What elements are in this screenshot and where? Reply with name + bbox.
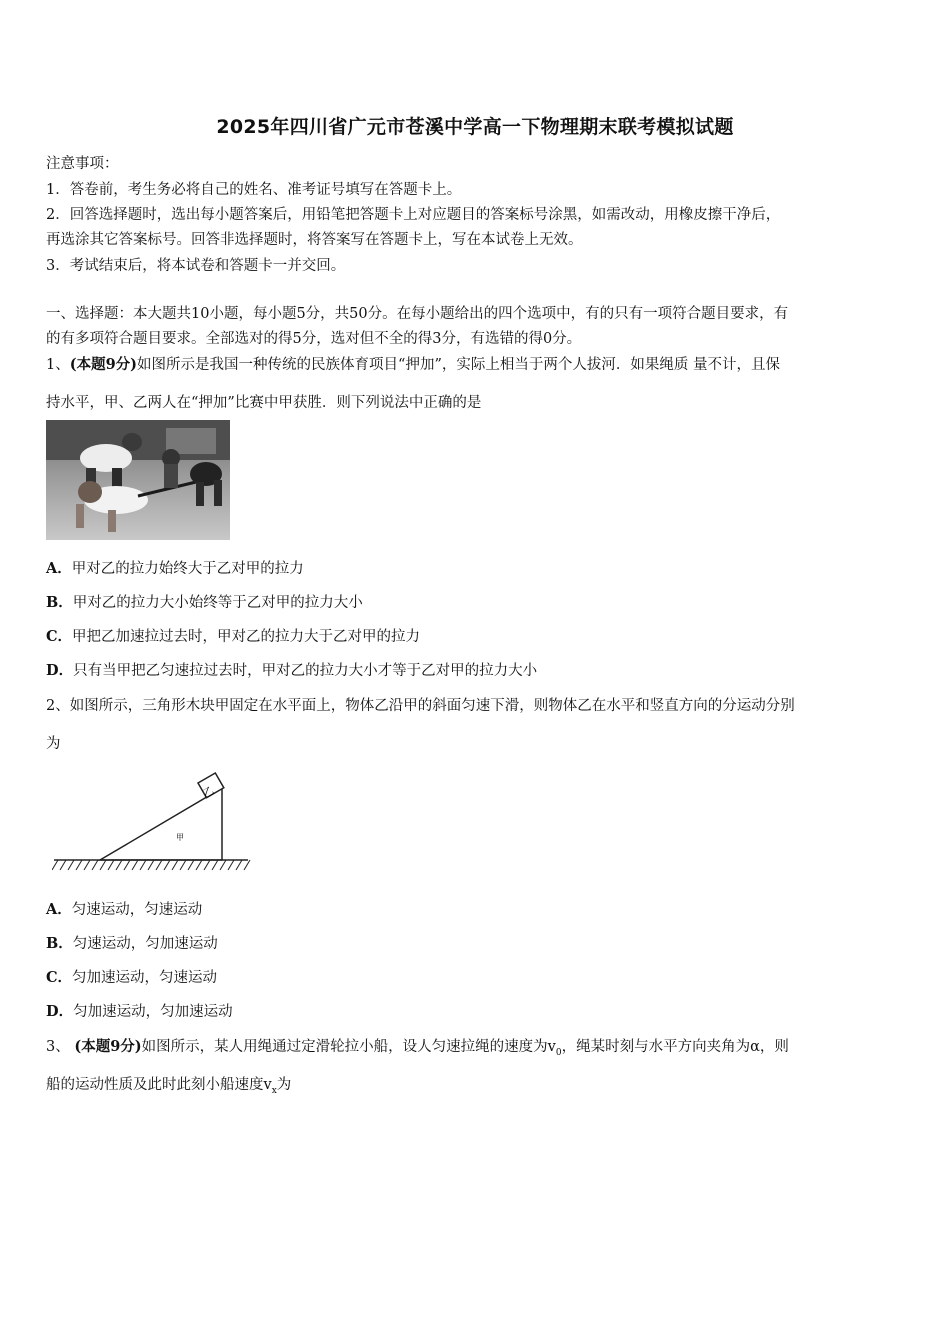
option-c — [46, 625, 420, 646]
option-letter: A． — [46, 560, 72, 577]
option-letter: C． — [46, 969, 73, 986]
subscript: 0 — [555, 1047, 562, 1058]
block-label: 乙 — [200, 784, 217, 801]
question-number: 3、 — [46, 1039, 75, 1055]
question-text: 为 — [276, 1077, 292, 1093]
notice-item: 2．回答选择题时，选出每小题答案后，用铅笔把答题卡上对应题目的答案标号涂黑，如需改动，用橡皮擦干净后， — [46, 207, 781, 223]
option-text: 匀加速运动，匀加速运动 — [73, 1004, 233, 1020]
option-c — [46, 966, 217, 987]
option-letter: D． — [46, 662, 74, 679]
option-b — [46, 932, 218, 953]
option-text: 匀速运动，匀加速运动 — [72, 936, 218, 952]
section-instructions: 的有多项符合题目要求。全部选对的得5分，选对但不全的得3分，有选错的得0分。 — [46, 331, 582, 347]
question-text: 如图所示是我国一种传统的民族体育项目“押加”，实际上相当于两个人拔河．如果绳质 量不计，且保 — [137, 357, 780, 373]
question-2-stem: 2、如图所示，三角形木块甲固定在水平面上，物体乙沿甲的斜面匀速下滑，则物体乙在水平和竖直方向的分运动分别 — [46, 698, 795, 714]
question-text: ，绳某时刻与水平方向夹角为α，则 — [561, 1039, 789, 1055]
option-text: 匀速运动，匀速运动 — [71, 902, 203, 918]
question-1-stem-cont: 持水平，甲、乙两人在“押加”比赛中甲获胜．则下列说法中正确的是 — [46, 395, 482, 411]
question-score: (本题9分) — [69, 356, 138, 373]
question-3-stem-cont — [46, 1073, 908, 1096]
option-text: 甲对乙的拉力始终大于乙对甲的拉力 — [71, 561, 304, 577]
incline-diagram — [52, 770, 252, 874]
section-instructions: 一、选择题：本大题共10小题，每小题5分，共50分。在每小题给出的四个选项中，有的只有一项符合题目要求，有 — [46, 306, 789, 322]
question-text: 如图所示，某人用绳通过定滑轮拉小船，设人匀速拉绳的速度为v — [141, 1039, 556, 1055]
option-text: 只有当甲把乙匀速拉过去时，甲对乙的拉力大小才等于乙对甲的拉力大小 — [73, 663, 538, 679]
notice-item: 再选涂其它答案标号。回答非选择题时，将答案写在答题卡上，写在本试卷上无效。 — [46, 232, 583, 248]
question-score: (本题9分) — [74, 1038, 142, 1055]
question-1-stem — [46, 353, 908, 374]
notice-heading: 注意事项： — [46, 156, 119, 172]
option-text: 匀加速运动，匀速运动 — [72, 970, 218, 986]
tug-of-war-photo — [46, 420, 230, 540]
question-3-stem — [46, 1035, 908, 1058]
option-text: 甲对乙的拉力大小始终等于乙对甲的拉力大小 — [72, 595, 363, 611]
option-letter: B． — [46, 594, 73, 611]
wedge-label: 甲 — [176, 833, 184, 842]
page-title: 2025年四川省广元市苍溪中学高一下物理期末联考模拟试题 — [216, 116, 734, 138]
option-letter: B． — [46, 935, 73, 952]
option-letter: D． — [46, 1003, 74, 1020]
option-a — [46, 557, 304, 578]
option-b — [46, 591, 363, 612]
option-a — [46, 898, 202, 919]
option-letter: C． — [46, 628, 73, 645]
subscript: x — [271, 1085, 277, 1096]
option-letter: A． — [46, 901, 72, 918]
question-number: 1、 — [46, 357, 70, 373]
option-d — [46, 659, 537, 680]
notice-item: 1．答卷前，考生务必将自己的姓名、准考证号填写在答题卡上。 — [46, 182, 462, 198]
option-d — [46, 1000, 233, 1021]
question-2-stem-cont: 为 — [46, 736, 61, 752]
notice-item: 3．考试结束后，将本试卷和答题卡一并交回。 — [46, 258, 346, 274]
question-text: 船的运动性质及此时此刻小船速度v — [46, 1077, 272, 1093]
option-text: 甲把乙加速拉过去时，甲对乙的拉力大于乙对甲的拉力 — [72, 629, 421, 645]
